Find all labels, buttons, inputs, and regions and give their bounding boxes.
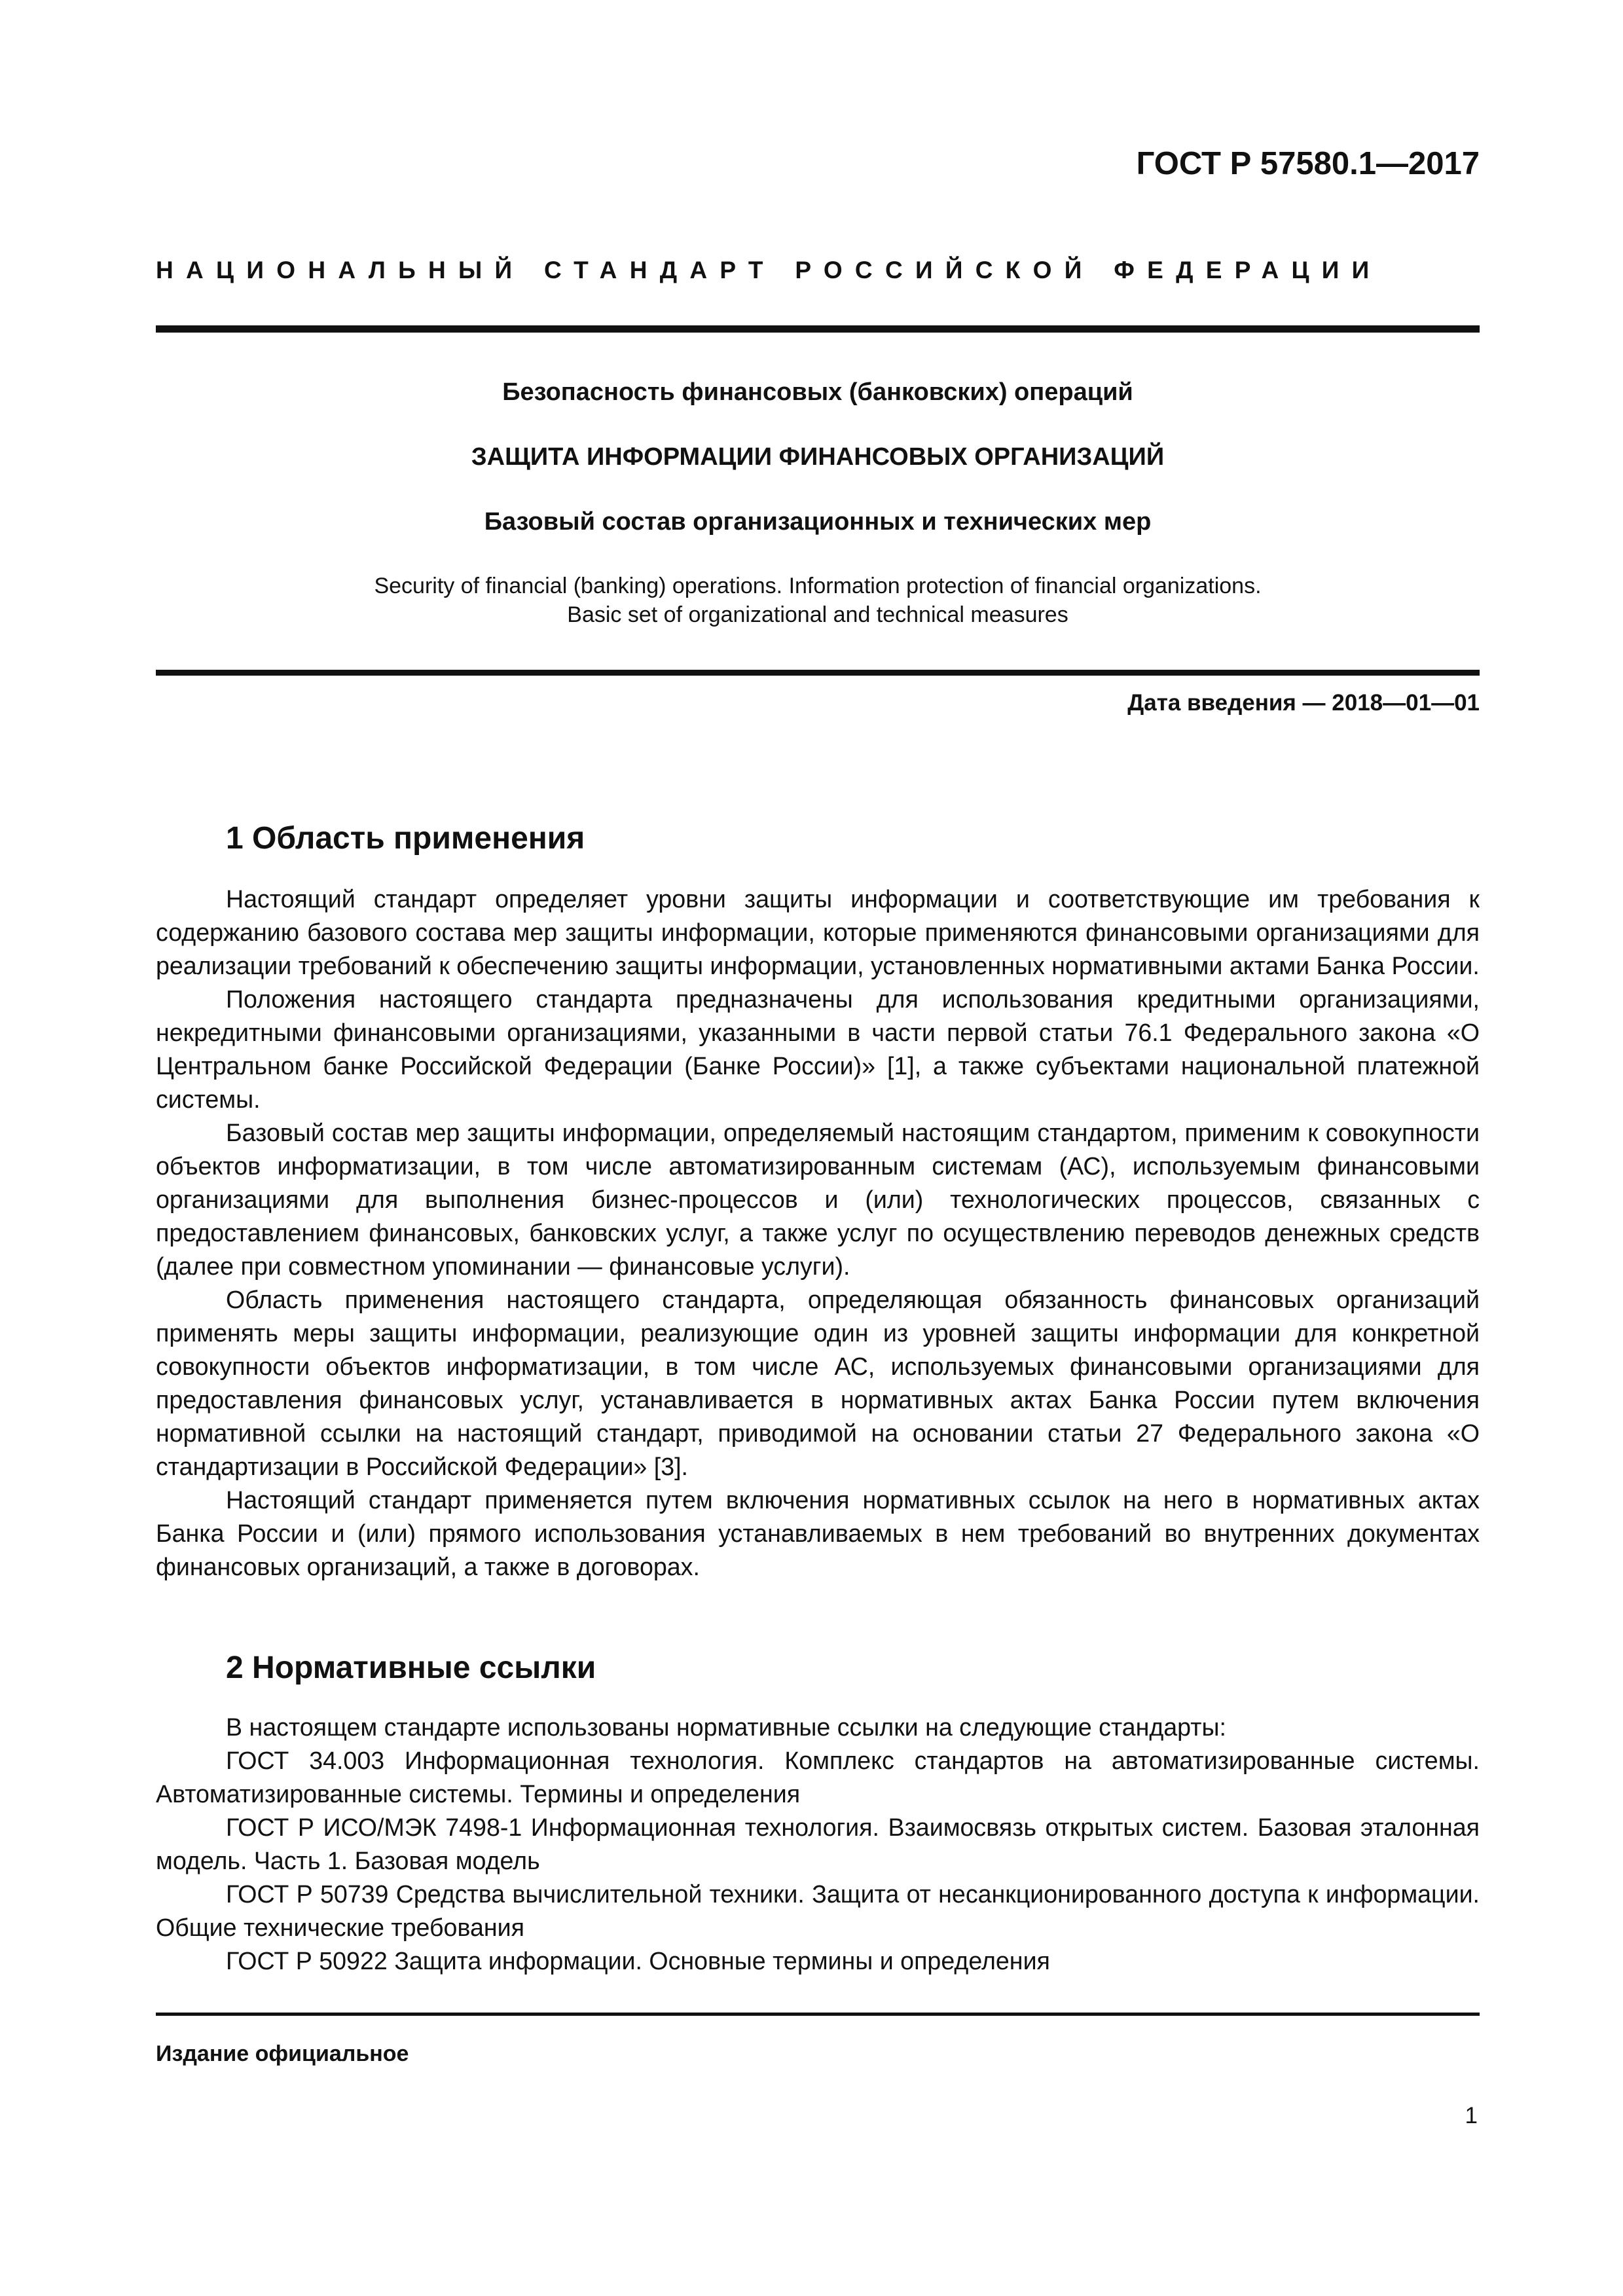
section-1-paragraph: Положения настоящего стандарта предназначены для использования кредитными организациями, некредитными финансовыми организациями, указанными в части первой статьи 76.1 Федерального закона «О Центральном банке Российской Федерации (Банке России)» [1], а также субъектами национальной платежной системы. — [156, 985, 1480, 1113]
section-2-heading: 2 Нормативные ссылки — [226, 1650, 596, 1685]
introduction-date: Дата введения — 2018—01—01 — [1127, 690, 1480, 716]
title-line-3: Базовый состав организационных и технических мер — [484, 508, 1152, 536]
official-edition-label: Издание официальное — [156, 2041, 409, 2066]
national-standard-banner: НАЦИОНАЛЬНЫЙ СТАНДАРТ РОССИЙСКОЙ ФЕДЕРАЦИИ — [156, 257, 1382, 283]
english-title-line-2: Basic set of organizational and technical measures — [567, 602, 1068, 627]
page-number: 1 — [1465, 2103, 1478, 2128]
section-1-paragraph: Область применения настоящего стандарта, определяющая обязанность финансовых организаций применять меры защиты информации, реализующие один из уровней защиты информации для конкретной совокупности объектов информатизации, в том числе АС, используемых финансовыми организациями для предоставления финансовых услуг, устанавливается в нормативных актах Банка России путем включения нормативной ссылки на настоящий стандарт, приводимой на основании статьи 27 Федерального закона «О стандартизации в Российской Федерации» [3]. — [156, 1286, 1480, 1480]
english-title-line-1: Security of financial (banking) operations. Information protection of financial organizations. — [374, 574, 1262, 598]
title-divider — [156, 670, 1480, 676]
title-line-2: ЗАЩИТА ИНФОРМАЦИИ ФИНАНСОВЫХ ОРГАНИЗАЦИЙ — [471, 443, 1165, 471]
title-line-1: Безопасность финансовых (банковских) операций — [502, 378, 1133, 406]
standard-number: ГОСТ Р 57580.1—2017 — [1136, 146, 1480, 181]
section-2-reference: ГОСТ Р 50739 Средства вычислительной техники. Защита от несанкционированного доступа к информации. Общие технические требования — [156, 1880, 1480, 1941]
section-1-paragraph: Настоящий стандарт определяет уровни защиты информации и соответствующие им требования к содержанию базового состава мер защиты информации, которые применяются финансовыми организациями для реализации требований к обеспечению защиты информации, установленных нормативными актами Банка России. — [156, 885, 1480, 979]
section-2-reference: ГОСТ 34.003 Информационная технология. Комплекс стандартов на автоматизированные системы. Автоматизированные системы. Термины и определения — [156, 1747, 1480, 1808]
section-2-paragraph: В настоящем стандарте использованы нормативные ссылки на следующие стандарты: — [226, 1713, 1226, 1741]
section-2-reference: ГОСТ Р ИСО/МЭК 7498-1 Информационная технология. Взаимосвязь открытых систем. Базовая эталонная модель. Часть 1. Базовая модель — [156, 1813, 1480, 1874]
section-1-paragraph: Базовый состав мер защиты информации, определяемый настоящим стандартом, применим к совокупности объектов информатизации, в том числе автоматизированным системам (АС), используемым финансовыми организациями для выполнения бизнес-процессов и (или) технологических процессов, связанных с предоставлением финансовых, банковских услуг, а также услуг по осуществлению переводов денежных средств (далее при совместном упоминании — финансовые услуги). — [156, 1119, 1480, 1280]
footer-divider — [156, 2013, 1480, 2016]
section-1-body — [156, 883, 1480, 1584]
section-2-reference: ГОСТ Р 50922 Защита информации. Основные термины и определения — [226, 1947, 1050, 1975]
section-1-heading: 1 Область применения — [226, 821, 585, 856]
section-1-paragraph: Настоящий стандарт применяется путем включения нормативных ссылок на него в нормативных актах Банка России и (или) прямого использования устанавливаемых в нем требований во внутренних документах финансовых организаций, а также в договорах. — [156, 1486, 1480, 1580]
top-divider — [156, 325, 1480, 333]
section-2-body — [156, 1711, 1480, 1978]
